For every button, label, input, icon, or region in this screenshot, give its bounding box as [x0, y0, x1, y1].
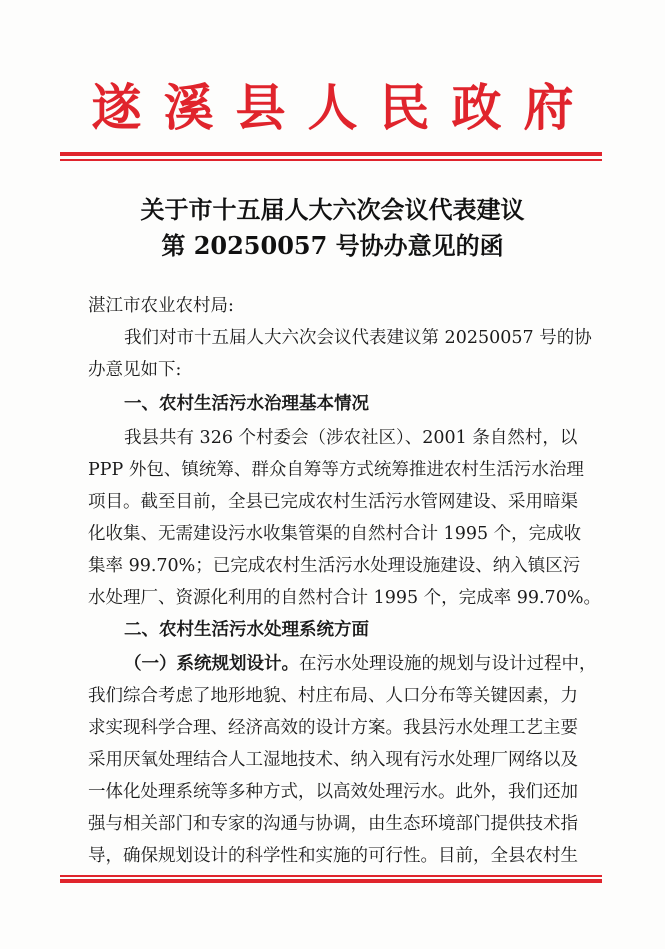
section-1-line: PPP 外包、镇统筹、群众自筹等方式统筹推进农村生活污水治理: [88, 460, 584, 480]
section-2-line: 一体化处理系统等多种方式，以高效处理污水。此外，我们还加: [88, 782, 578, 802]
section-2-heading: 二、农村生活污水处理系统方面: [124, 620, 369, 640]
section-2-line: 导，确保规划设计的科学性和实施的可行性。目前，全县农村生: [88, 846, 578, 866]
subsection-1-label: （一）系统规划设计。: [124, 654, 299, 674]
section-2-line: 求实现科学合理、经济高效的设计方案。我县污水处理工艺主要: [88, 718, 578, 738]
masthead-rule-thick: [60, 152, 602, 156]
section-2-first-line: [124, 648, 644, 680]
section-1-line: 化收集、无需建设污水收集管渠的自然村合计 1995 个，完成收: [88, 524, 582, 544]
subsection-1-first-text: 在污水处理设施的规划与设计过程中，: [299, 654, 597, 674]
section-1-heading: 一、农村生活污水治理基本情况: [124, 394, 369, 414]
document-title-line-2: 第 20250057 号协办意见的函: [161, 231, 504, 260]
footer-rule-thin: [60, 875, 602, 877]
section-1-line: 水处理厂、资源化利用的自然村合计 1995 个，完成率 99.70%。: [88, 588, 601, 608]
government-masthead: 遂溪县人民政府: [91, 78, 596, 137]
footer-rule-thick: [60, 879, 602, 883]
document-title-line-1: 关于市十五届人大六次会议代表建议: [140, 195, 525, 224]
section-1-line: 我县共有 326 个村委会（涉农社区）、2001 条自然村，以: [124, 428, 578, 448]
section-1-line: 集率 99.70%；已完成农村生活污水处理设施建设、纳入镇区污: [88, 556, 581, 576]
recipient: 湛江市农业农村局:: [88, 296, 234, 316]
intro-line-2: 办意见如下:: [88, 360, 182, 380]
section-2-line: 我们综合考虑了地形地貌、村庄布局、人口分布等关键因素，力: [88, 686, 578, 706]
section-2-line: 采用厌氧处理结合人工湿地技术、纳入现有污水处理厂网络以及: [88, 750, 578, 770]
section-1-line: 项目。截至目前，全县已完成农村生活污水管网建设、采用暗渠: [88, 492, 578, 512]
section-2-line: 强与相关部门和专家的沟通与协调，由生态环境部门提供技术指: [88, 814, 578, 834]
masthead-rule-thin: [60, 159, 602, 161]
intro-line-1: 我们对市十五届人大六次会议代表建议第 20250057 号的协: [124, 328, 592, 348]
